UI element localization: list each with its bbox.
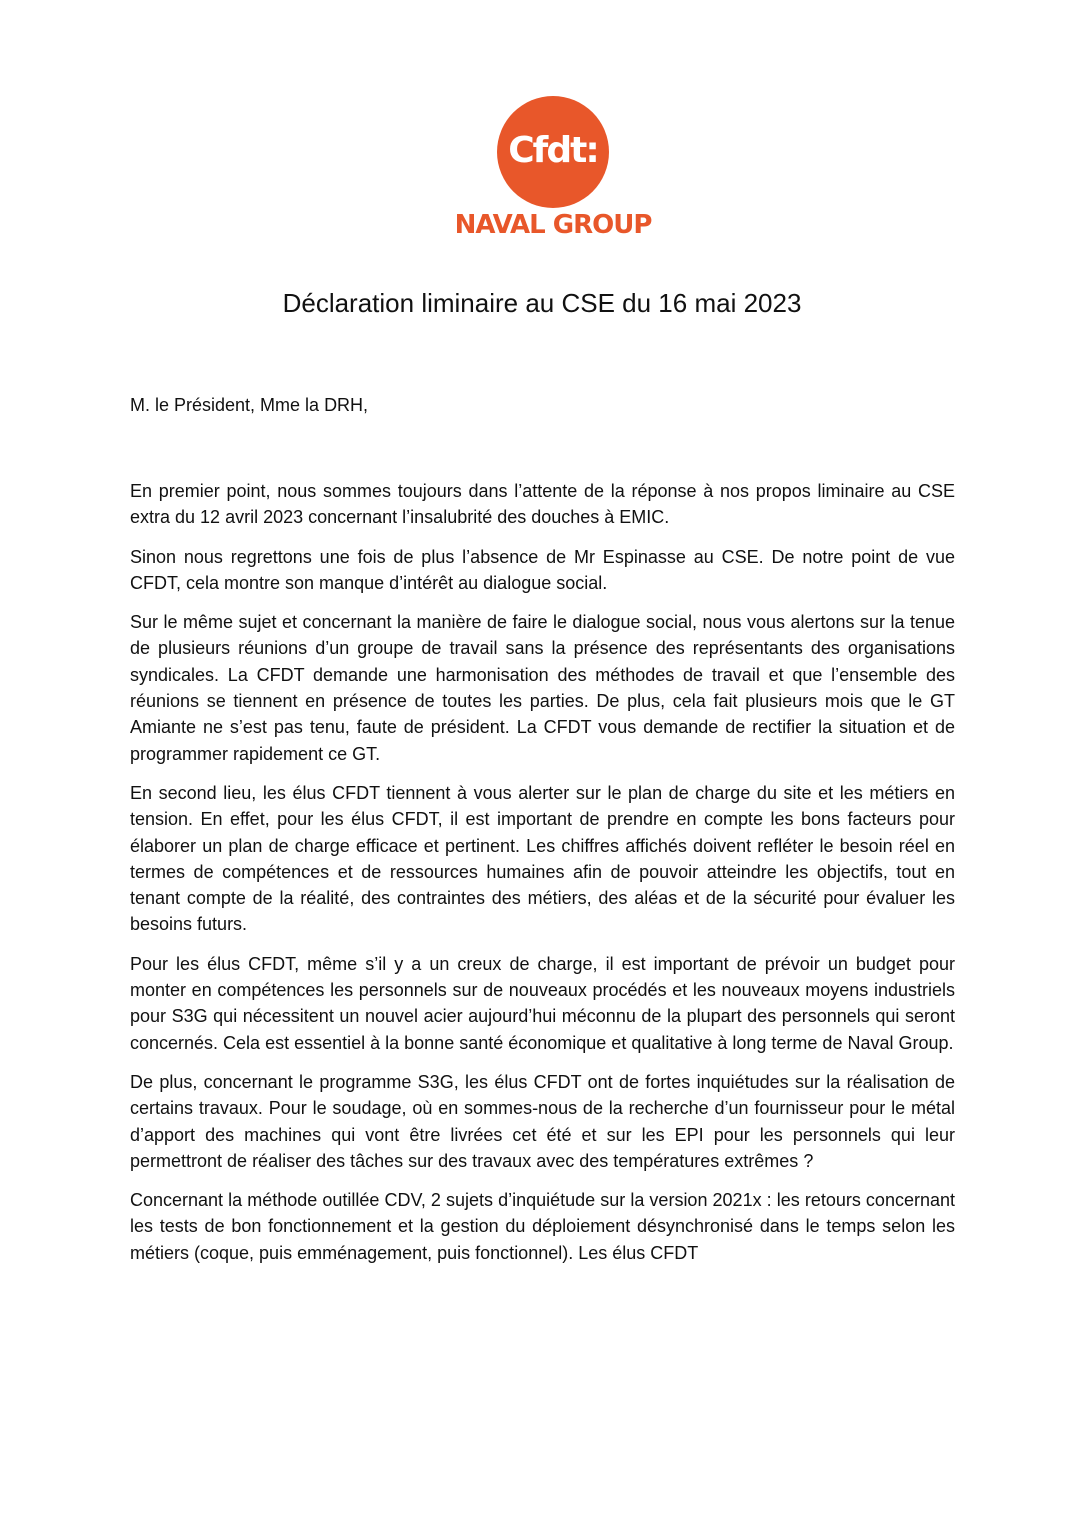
document-title: Déclaration liminaire au CSE du 16 mai 2023 — [282, 288, 802, 318]
cfdt-naval-group-logo — [440, 94, 660, 254]
paragraph: De plus, concernant le programme S3G, les élus CFDT ont de fortes inquiétudes sur la réalisation de certains travaux. Pour le soudage, où en sommes-nous de la recherche d’un fournisseur pour le métal d’apport des machines qui vont être livrées cet été et sur les EPI pour les personnels qui leur permettront de réaliser des tâches sur des travaux avec des températures extrêmes ? — [130, 1071, 955, 1171]
paragraph: Concernant la méthode outillée CDV, 2 sujets d’inquiétude sur la version 2021x : les retours concernant les tests de bon fonctionnement et la gestion du déploiement désynchronisé dans le temps selon les métiers (coque, puis emménagement, puis fonctionnel). Les élus CFDT — [130, 1190, 955, 1263]
paragraph: Pour les élus CFDT, même s’il y a un creux de charge, il est important de prévoir un budget pour monter en compétences les personnels sur de nouveaux procédés et les nouveaux moyens industriels pour S3G qui nécessitent un nouvel acier aujourd’hui méconnu de la plupart des personnels qui seront concernés. Cela est essentiel à la bonne santé économique et qualitative à long terme de Naval Group. — [130, 953, 955, 1053]
document-body — [130, 478, 955, 1279]
salutation: M. le Président, Mme la DRH, — [130, 395, 369, 415]
logo-mark-text: Cfdt: — [508, 129, 598, 171]
logo-org-name: NAVAL GROUP — [454, 210, 652, 240]
paragraph: Sinon nous regrettons une fois de plus l’absence de Mr Espinasse au CSE. De notre point de vue CFDT, cela montre son manque d’intérêt au dialogue social. — [130, 546, 955, 593]
paragraph: Sur le même sujet et concernant la manière de faire le dialogue social, nous vous alertons sur la tenue de plusieurs réunions d’un groupe de travail sans la présence des représentants des organisations syndicales. La CFDT demande une harmonisation des méthodes de travail et que l’ensemble des réunions se tiennent en présence de toutes les parties. De plus, cela fait plusieurs mois que le GT Amiante ne s’est pas tenu, faute de président. La CFDT vous demande de rectifier la situation et de programmer rapidement ce GT. — [130, 612, 955, 764]
paragraph: En premier point, nous sommes toujours dans l’attente de la réponse à nos propos liminaire au CSE extra du 12 avril 2023 concernant l’insalubrité des douches à EMIC. — [130, 481, 955, 528]
paragraph: En second lieu, les élus CFDT tiennent à vous alerter sur le plan de charge du site et les métiers en tension. En effet, pour les élus CFDT, il est important de prendre en compte les bons facteurs pour élaborer un plan de charge efficace et pertinent. Les chiffres affichés doivent refléter le besoin réel en termes de compétences et de ressources humaines afin de pouvoir atteindre les objectifs, tout en tenant compte de la réalité, des contraintes des métiers, des aléas et de la sécurité pour évaluer les besoins futurs. — [130, 782, 955, 935]
cfdt-logo-mark — [497, 96, 609, 208]
